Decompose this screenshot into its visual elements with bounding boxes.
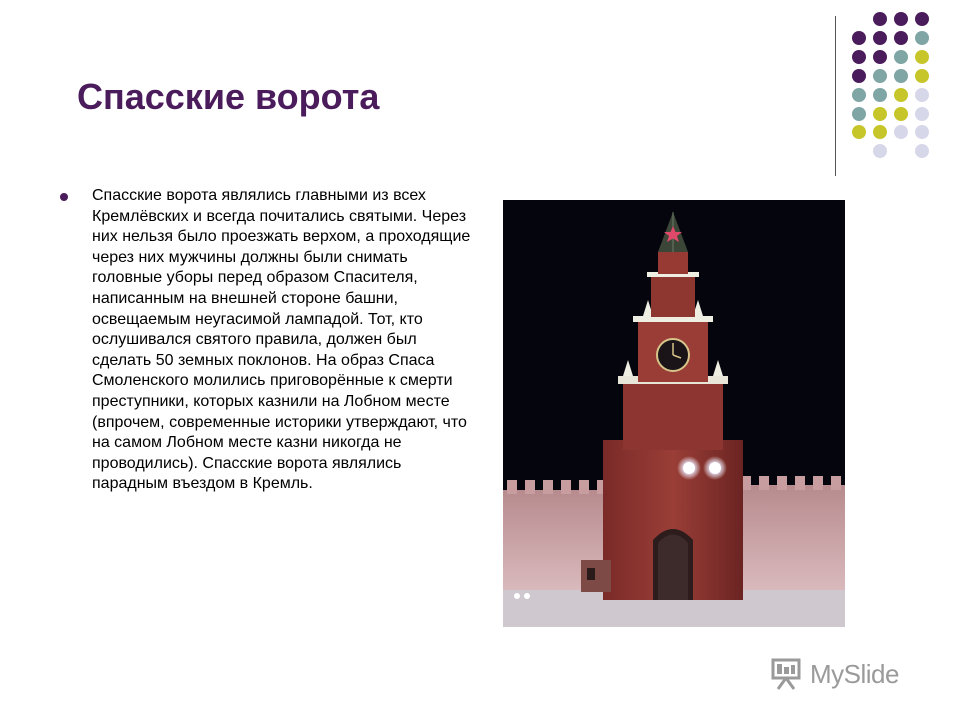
presentation-board-icon — [768, 656, 804, 692]
decorative-dot — [873, 144, 887, 158]
decorative-dot — [852, 125, 866, 139]
bullet-text: Спасские ворота являлись главными из всех Кремлёвских и всегда почитались святыми. Через них нельзя было проезжать верхом, а проходящие через них мужчины должны были снимать головные уборы перед образом Спасителя, написанным на внешней стороне башни, освещаемым неугасимой лампадой. Тот, кто ослушивался святого правила, должен был сделать 50 земных поклонов. На образ Спаса Смоленского молились приговорённые к смерти преступники, которых казнили на Лобном месте (впрочем, современные историки утверждают, что на самом Лобном месте казни никогда не проводились). Спасские ворота являлись парадным въездом в Кремль. — [92, 187, 471, 493]
decorative-dot — [915, 12, 929, 26]
decorative-dot — [894, 50, 908, 64]
decorative-dot — [873, 12, 887, 26]
decorative-dot — [894, 88, 908, 102]
bullet-list — [60, 186, 480, 495]
decorative-vertical-line — [835, 16, 836, 176]
decorative-dot — [873, 88, 887, 102]
decorative-dot — [873, 69, 887, 83]
decorative-dot — [894, 125, 908, 139]
tower-illustration — [503, 200, 845, 627]
myslide-watermark — [768, 654, 899, 694]
decorative-dot — [873, 31, 887, 45]
slide-title: Спасские ворота — [77, 76, 380, 117]
decorative-dot-grid — [848, 10, 958, 160]
decorative-dot — [915, 144, 929, 158]
decorative-dot — [915, 125, 929, 139]
watermark-text: MySlide — [810, 658, 899, 689]
decorative-dot — [873, 125, 887, 139]
decorative-dot — [852, 88, 866, 102]
decorative-dot — [894, 12, 908, 26]
decorative-dot — [852, 107, 866, 121]
spasskaya-tower-photo — [503, 200, 845, 627]
decorative-dot — [915, 31, 929, 45]
decorative-dot — [852, 31, 866, 45]
decorative-dot — [915, 88, 929, 102]
decorative-dot — [852, 50, 866, 64]
bullet-marker — [60, 193, 68, 201]
decorative-dot — [873, 107, 887, 121]
decorative-dot — [894, 107, 908, 121]
decorative-dot — [894, 31, 908, 45]
decorative-dot — [915, 107, 929, 121]
decorative-dot — [915, 69, 929, 83]
decorative-dot — [894, 69, 908, 83]
decorative-dot — [873, 50, 887, 64]
decorative-dot — [852, 69, 866, 83]
decorative-dot — [915, 50, 929, 64]
